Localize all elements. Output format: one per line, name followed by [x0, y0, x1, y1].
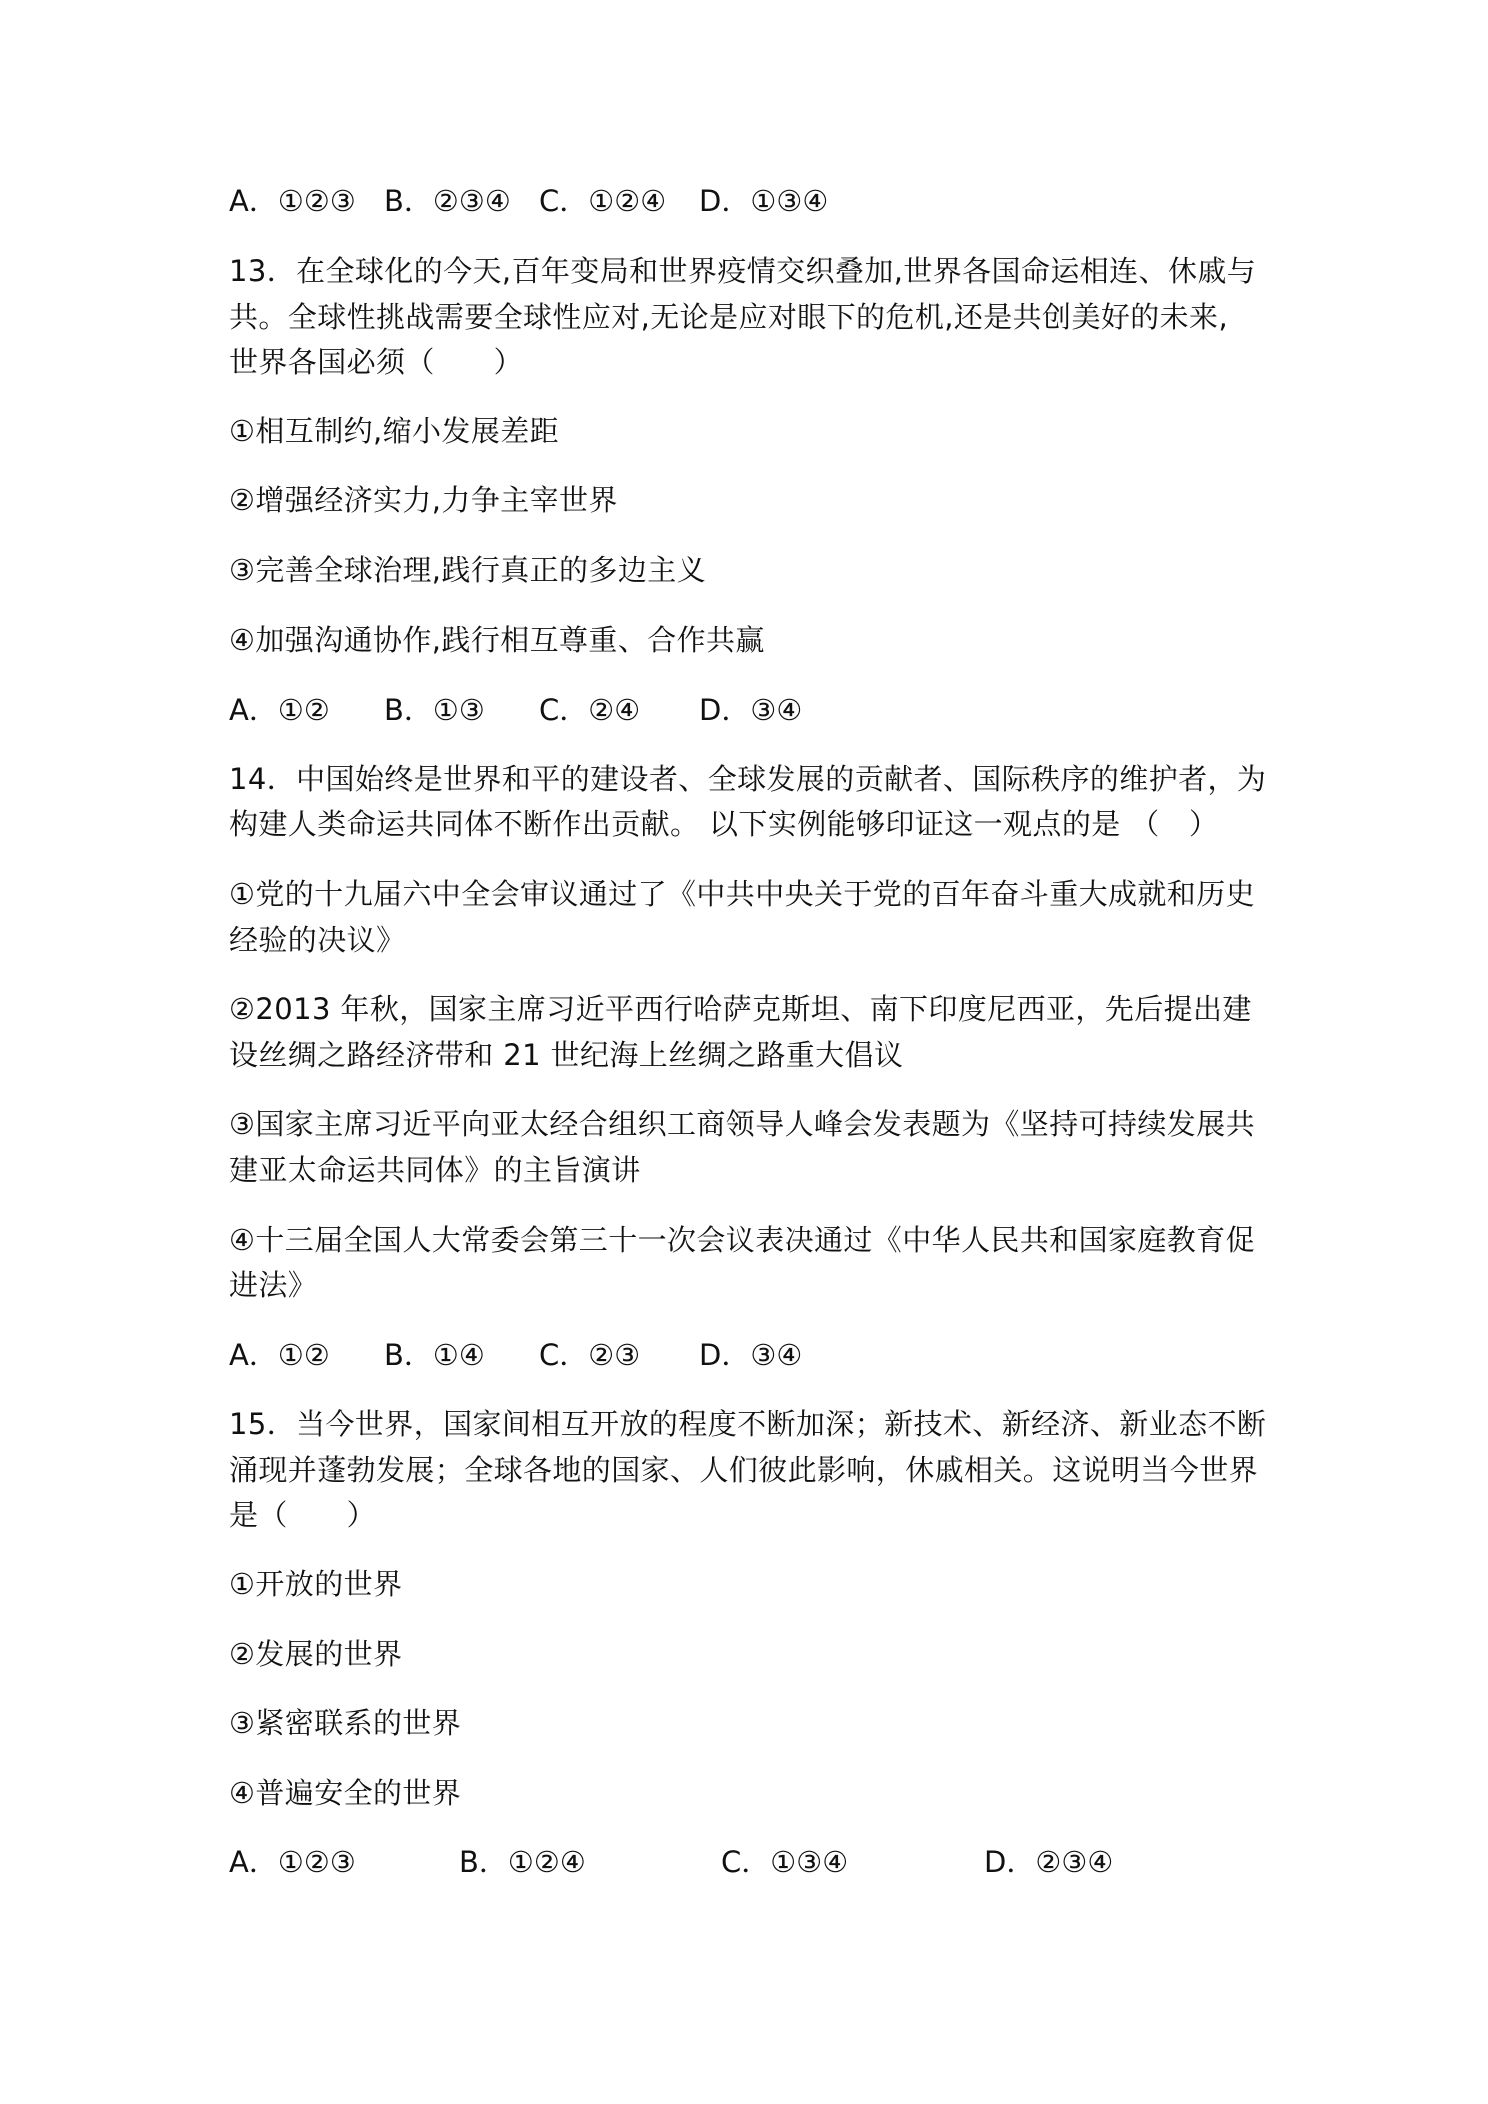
- q12-choice-a: A．①②③: [229, 184, 356, 218]
- q14-option-3-line-1: ③国家主席习近平向亚太经合组织工商领导人峰会发表题为《坚持可持续发展共: [229, 1107, 1255, 1141]
- q15-choice-a: A．①②③: [229, 1845, 356, 1879]
- q15-stem-line-3: 是（ ）: [229, 1498, 377, 1532]
- q13-choice-a: A．①②: [229, 693, 330, 727]
- q15-option-4: ④普遍安全的世界: [229, 1776, 462, 1810]
- q14-option-1-line-2: 经验的决议》: [229, 923, 406, 957]
- q14-stem-line-2: 构建人类命运共同体不断作出贡献。 以下实例能够印证这一观点的是 （ ）: [229, 807, 1219, 841]
- q14-option-4-line-2: 进法》: [229, 1268, 318, 1302]
- q13-choice-b: B．①③: [384, 693, 485, 727]
- q13-option-4: ④加强沟通协作,践行相互尊重、合作共赢: [229, 623, 765, 657]
- q14-option-2-line-1: ②2013 年秋，国家主席习近平西行哈萨克斯坦、南下印度尼西亚，先后提出建: [229, 992, 1252, 1026]
- q14-option-4-line-1: ④十三届全国人大常委会第三十一次会议表决通过《中华人民共和国家庭教育促: [229, 1223, 1255, 1257]
- q13-stem-line-3: 世界各国必须（ ）: [229, 345, 524, 379]
- q15-option-3: ③紧密联系的世界: [229, 1706, 462, 1740]
- q13-stem-line-1: 13．在全球化的今天,百年变局和世界疫情交织叠加,世界各国命运相连、休戚与: [229, 254, 1257, 288]
- q15-choice-d: D．②③④: [984, 1845, 1114, 1879]
- q15-stem-line-1: 15．当今世界，国家间相互开放的程度不断加深；新技术、新经济、新业态不断: [229, 1407, 1267, 1441]
- q14-stem-line-1: 14．中国始终是世界和平的建设者、全球发展的贡献者、国际秩序的维护者，为: [229, 762, 1267, 796]
- q12-choice-d: D．①③④: [699, 184, 829, 218]
- q13-stem-line-2: 共。全球性挑战需要全球性应对,无论是应对眼下的危机,还是共创美好的未来,: [229, 300, 1229, 334]
- q15-stem-line-2: 涌现并蓬勃发展；全球各地的国家、人们彼此影响，休戚相关。这说明当今世界: [229, 1453, 1259, 1487]
- q15-choice-b: B．①②④: [459, 1845, 586, 1879]
- q14-choice-a: A．①②: [229, 1338, 330, 1372]
- q13-choice-d: D．③④: [699, 693, 803, 727]
- q13-option-3: ③完善全球治理,践行真正的多边主义: [229, 553, 707, 587]
- q15-option-2: ②发展的世界: [229, 1637, 403, 1671]
- q13-choice-c: C．②④: [539, 693, 641, 727]
- q14-choice-b: B．①④: [384, 1338, 485, 1372]
- q14-choice-c: C．②③: [539, 1338, 641, 1372]
- q14-option-3-line-2: 建亚太命运共同体》的主旨演讲: [229, 1153, 641, 1187]
- q14-option-2-line-2: 设丝绸之路经济带和 21 世纪海上丝绸之路重大倡议: [229, 1038, 904, 1072]
- q14-option-1-line-1: ①党的十九届六中全会审议通过了《中共中央关于党的百年奋斗重大成就和历史: [229, 877, 1255, 911]
- q12-choice-c: C．①②④: [539, 184, 667, 218]
- q15-choice-c: C．①③④: [721, 1845, 849, 1879]
- q14-choice-d: D．③④: [699, 1338, 803, 1372]
- q13-option-2: ②增强经济实力,力争主宰世界: [229, 483, 618, 517]
- q15-option-1: ①开放的世界: [229, 1567, 403, 1601]
- q12-choice-b: B．②③④: [384, 184, 511, 218]
- q13-option-1: ①相互制约,缩小发展差距: [229, 414, 560, 448]
